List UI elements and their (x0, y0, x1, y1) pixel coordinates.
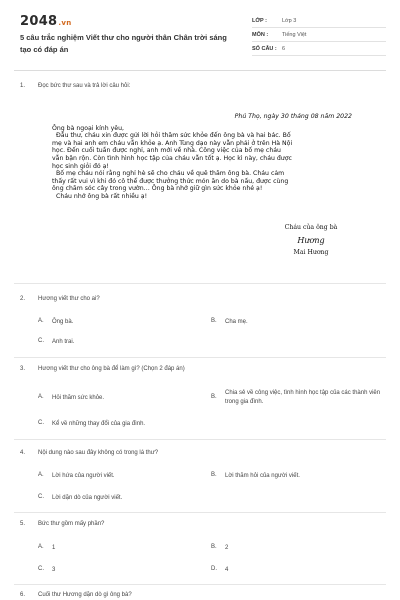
question-number: 1. (20, 83, 26, 89)
answer-option[interactable] (211, 472, 300, 481)
meta-key: MÔN : (252, 31, 269, 38)
meta-key: SỐ CÂU : (252, 45, 277, 52)
option-letter: C. (38, 338, 44, 344)
question-number: 6. (20, 592, 26, 598)
page-title: 5 câu trắc nghiệm Viết thư cho người thân Chân trời sáng tạo có đáp án (20, 33, 227, 54)
question-number: 4. (20, 450, 26, 456)
logo-text: 2048 (20, 14, 58, 29)
logo-suffix: .vn (58, 19, 72, 27)
option-text: Lời dặn dò của người viết. (52, 495, 123, 501)
letter-line: vẫn bận rộn. Còn tình hình học tập của cháu vẫn tốt ạ. Học kì này, cháu được (52, 154, 292, 162)
letter-line: thấy rất vui vì khi đó cô thể được thưởng thức món ăn do bà nấu, được cùng (52, 177, 289, 185)
meta-value: Tiếng Việt (282, 31, 307, 38)
letter-line: Cháu nhớ ông bà rất nhiều ạ! (56, 192, 148, 200)
question-divider (14, 512, 386, 513)
option-letter: A. (38, 472, 44, 478)
meta-row-class (252, 14, 386, 28)
option-text: 1 (52, 545, 56, 551)
option-letter: C. (38, 566, 44, 572)
option-text: Kể về những thay đổi của gia đình. (52, 421, 146, 427)
question-divider (14, 357, 386, 358)
option-text: Lời thăm hỏi của người viết. (225, 473, 300, 479)
letter-line: Ông bà ngoại kính yêu, (52, 124, 124, 132)
answer-option[interactable] (38, 338, 74, 347)
option-text: Hỏi thăm sức khỏe. (52, 395, 105, 401)
question-number: 2. (20, 296, 26, 302)
question-number: 3. (20, 366, 26, 372)
option-letter: D. (211, 566, 217, 572)
option-letter: B. (211, 472, 217, 478)
answer-option[interactable] (38, 566, 55, 575)
question-text: Đọc bức thư sau và trả lời câu hỏi: (38, 83, 131, 89)
letter-line: mẹ và hai anh em cháu vẫn khỏe ạ. Anh Tùng dạo này vẫn phải ở trên Hà Nội (52, 139, 293, 147)
meta-table (252, 14, 386, 56)
meta-row-subject (252, 28, 386, 42)
meta-value: 6 (282, 45, 286, 52)
question-3 (20, 366, 185, 372)
answer-option[interactable] (211, 318, 248, 327)
question-divider (14, 283, 386, 284)
answer-option[interactable] (38, 472, 115, 481)
letter-line: học sinh giỏi đó ạ! (52, 162, 109, 170)
option-letter: A. (38, 318, 44, 324)
option-text: Chia sẻ về công việc, tình hình học tập của các thành viên trong gia đình. (225, 390, 381, 405)
option-letter: B. (211, 394, 217, 400)
letter-line: học. Đến cuối tuần được nghỉ, anh mới về nhà. Công việc của bố mẹ cháu (52, 147, 281, 155)
question-2 (20, 296, 100, 302)
option-text: Ông bà. (52, 319, 74, 325)
letter-closing: Cháu của ông bà (284, 224, 338, 231)
question-number: 5. (20, 521, 26, 527)
question-6 (20, 592, 132, 598)
option-text: Lời hứa của người viết. (52, 473, 115, 479)
option-text: 3 (52, 567, 56, 573)
letter-signature: Hương (297, 236, 325, 245)
question-text: Hương viết thư cho ai? (38, 296, 100, 302)
option-letter: B. (211, 544, 217, 550)
letter-date: Phú Thọ, ngày 30 tháng 08 năm 2022 (234, 113, 352, 120)
letter-line: ông chăm sóc cây trong vườn… Ông bà nhớ giữ gìn sức khỏe nhé ạ! (52, 185, 263, 193)
question-5 (20, 521, 104, 527)
answer-option[interactable] (211, 566, 228, 575)
option-letter: A. (38, 394, 44, 400)
letter-passage (52, 113, 352, 201)
site-logo[interactable] (20, 14, 72, 29)
page-header (0, 0, 400, 70)
option-letter: B. (211, 318, 217, 324)
question-text: Bức thư gồm mấy phần? (38, 521, 105, 527)
answer-option[interactable] (38, 544, 55, 553)
answer-option[interactable] (211, 544, 228, 553)
answer-option[interactable] (211, 389, 386, 407)
letter-author-name: Mai Hương (293, 249, 329, 256)
option-text: 2 (225, 545, 229, 551)
letter-line: Bố mẹ cháu nói rằng nghỉ hè sẽ cho cháu về quê thăm ông bà. Cháu cảm (56, 170, 285, 178)
answer-option[interactable] (38, 420, 145, 429)
option-text: Anh trai. (52, 339, 75, 345)
meta-key: LỚP : (252, 17, 267, 24)
answer-option[interactable] (38, 318, 73, 327)
question-divider (14, 584, 386, 585)
question-1 (20, 83, 130, 89)
meta-value: Lớp 3 (282, 17, 297, 24)
option-letter: C. (38, 420, 44, 426)
header-divider (14, 70, 386, 71)
option-letter: C. (38, 494, 44, 500)
question-text: Cuối thư Hương dặn dò gì ông bà? (38, 592, 132, 598)
question-text: Nội dung nào sau đây không có trong lá thư? (38, 450, 159, 456)
question-divider (14, 439, 386, 440)
question-4 (20, 450, 158, 456)
letter-line: Đầu thư, cháu xin được gửi lời hỏi thăm sức khỏe đến ông bà và hai bác. Bố (56, 132, 291, 140)
answer-option[interactable] (38, 494, 122, 503)
question-text: Hương viết thư cho ông bà để làm gì? (Chọn 2 đáp án) (38, 366, 185, 372)
option-text: 4 (225, 567, 229, 573)
meta-row-count (252, 42, 386, 56)
answer-option[interactable] (38, 394, 104, 403)
option-letter: A. (38, 544, 44, 550)
option-text: Cha mẹ. (225, 319, 248, 325)
